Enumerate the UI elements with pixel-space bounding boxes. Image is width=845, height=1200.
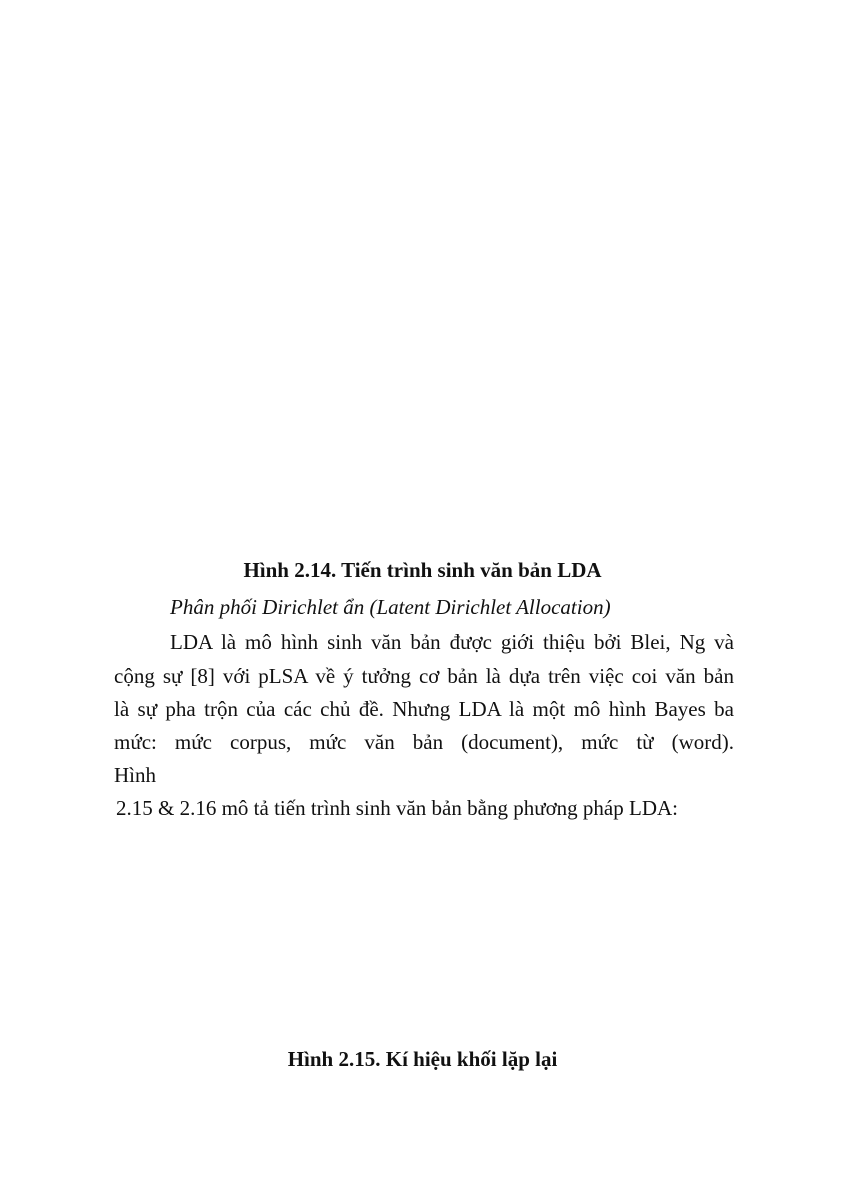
section-heading: Phân phối Dirichlet ẩn (Latent Dirichlet Allocation) (170, 595, 611, 619)
paragraph-line-3: là sự pha trộn của các chủ đề. Nhưng LDA là một mô hình Bayes ba (114, 697, 734, 721)
paragraph-line-6: 2.15 & 2.16 mô tả tiến trình sinh văn bản bằng phương pháp LDA: (116, 796, 678, 820)
paragraph-line-1: LDA là mô hình sinh văn bản được giới thiệu bởi Blei, Ng và (170, 630, 734, 654)
figure-caption-2-14: Hình 2.14. Tiến trình sinh văn bản LDA (243, 558, 602, 582)
paragraph-line-2: cộng sự [8] với pLSA về ý tưởng cơ bản là dựa trên việc coi văn bản (114, 664, 734, 688)
paragraph-line-4: mức: mức corpus, mức văn bản (document), mức từ (word). (114, 730, 734, 754)
paragraph-line-5: Hình (114, 763, 156, 787)
figure-caption-2-15: Hình 2.15. Kí hiệu khối lặp lại (287, 1047, 558, 1071)
